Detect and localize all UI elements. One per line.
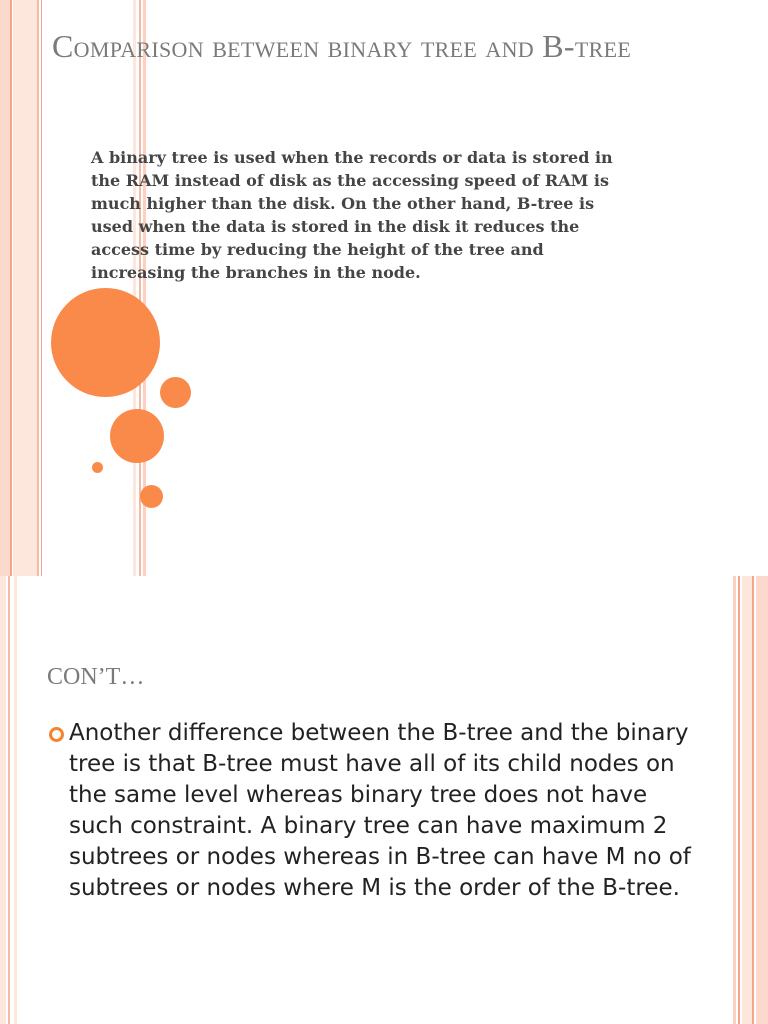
decorative-stripe bbox=[0, 576, 6, 1024]
decorative-stripe bbox=[37, 0, 39, 576]
slide-title: CON’T… bbox=[47, 664, 145, 690]
bullet-text: Another difference between the B-tree and the binary tree is that B-tree must have all of its child nodes on the same level whereas binary tree does not have such constraint. A binary tree can have maximum 2 subtrees or nodes whereas in B-tree can have M no of subtrees or nodes where M is the order of the B-tree. bbox=[69, 720, 691, 901]
slide-title: Comparison between binary tree and B-tree bbox=[52, 28, 632, 64]
decorative-circle-small bbox=[140, 485, 163, 508]
decorative-stripe bbox=[738, 576, 740, 1024]
decorative-stripe bbox=[133, 0, 136, 576]
decorative-circle-small bbox=[160, 377, 191, 408]
decorative-circle-large bbox=[51, 288, 160, 397]
left-decorative-band bbox=[0, 0, 10, 576]
decorative-stripe bbox=[733, 576, 736, 1024]
decorative-circle-medium bbox=[110, 409, 164, 463]
decorative-stripe bbox=[13, 0, 37, 576]
bullet-item bbox=[47, 718, 697, 904]
decorative-stripe bbox=[41, 0, 42, 576]
decorative-circle-tiny bbox=[92, 462, 103, 473]
decorative-stripe bbox=[756, 576, 768, 1024]
decorative-stripe bbox=[14, 576, 17, 1024]
decorative-stripe bbox=[752, 576, 754, 1024]
decorative-stripe bbox=[8, 576, 10, 1024]
slide-2 bbox=[0, 576, 768, 1024]
decorative-stripe bbox=[10, 0, 12, 576]
decorative-stripe bbox=[742, 576, 752, 1024]
ring-bullet-icon bbox=[49, 727, 64, 742]
slide-body-text: A binary tree is used when the records or data is stored in the RAM instead of disk as the accessing speed of RAM is much higher than the disk. On the other hand, B-tree is used when the data is stored in the disk it reduces the access time by reducing the height of the tree and increasing the branches in the node. bbox=[91, 148, 613, 282]
